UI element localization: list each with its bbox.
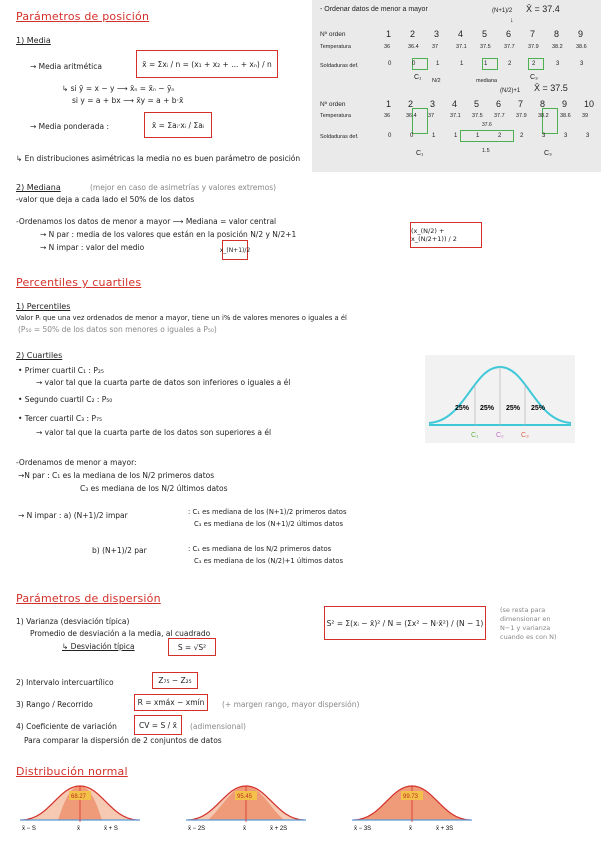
primer-cuartil: • Primer cuartil C₁ : P₂₅ [18, 366, 104, 375]
tabla1-sold-1: 0 [388, 61, 392, 67]
tercer-cuartil: • Tercer cuartil C₃ : P₇₅ [18, 414, 102, 423]
formula-cv [134, 715, 182, 735]
media-prop-1: ↳ si ȳ = x − y ⟶ x̄ₙ = x̄ₙ − ȳₙ [62, 84, 175, 93]
formula-rango [134, 694, 208, 711]
varianza-nota-4: cuando es con N) [500, 633, 557, 641]
formula-intercuartilico [152, 672, 198, 689]
normal-curve-2 [186, 780, 306, 832]
normal-1-pct: 68.27 [71, 794, 87, 800]
tabla1-orden-4: 4 [458, 29, 464, 39]
tabla2-orden-label: Nº orden [320, 101, 346, 108]
cv-def: Para comparar la dispersión de 2 conjuntos de datos [24, 736, 222, 745]
tabla1-temp-4: 37.1 [456, 44, 467, 50]
c3-highlight-2 [542, 108, 558, 134]
tabla1-temp-8: 38.2 [552, 44, 563, 50]
q-c1: C₁ [471, 432, 479, 439]
cuartiles-campana [425, 355, 575, 443]
varianza-nota-3: N−1 y varianza [500, 624, 551, 632]
formula-mediana-par [410, 222, 482, 248]
tabla2-temp-8: 38.2 [538, 113, 549, 119]
tabla2-orden-1: 1 [386, 99, 392, 109]
rango-nota: (+ margen rango, mayor dispersión) [222, 700, 360, 709]
tabla2-temp-7: 37.9 [516, 113, 527, 119]
tabla1-sold-7: 2 [532, 61, 536, 67]
percentiles-ejemplo: (P₅₀ = 50% de los datos son menores o iguales a P₅₀) [18, 325, 217, 334]
nimpar-a: → N impar : a) (N+1)/2 impar [18, 511, 128, 520]
mediana-n-par: → N par : media de los valores que están en la posición N/2 y N/2+1 [40, 230, 297, 239]
mediana-note: (mejor en caso de asimetrías y valores extremos) [90, 183, 277, 192]
formula-cv-text: CV = S / x̄ [139, 720, 177, 730]
formula-varianza-text: S² = Σ(xᵢ − x̄)² / N = (Σx² − N·x̄²) / (N − 1) [326, 618, 484, 628]
percentiles-definicion: Valor Pᵢ que una vez ordenados de menor a mayor, tiene un i% de valores menores o iguales a él [16, 314, 347, 322]
cv-heading: 4) Coeficiente de variación [16, 722, 117, 731]
tabla2-orden-6: 6 [496, 99, 502, 109]
tabla2-c3: C₃ [544, 150, 552, 157]
tabla2-c1: C₁ [416, 150, 424, 157]
q-c2: C₂ [496, 432, 504, 439]
q-c3: C₃ [521, 432, 529, 439]
formula-media-aritmetica-text: x̄ = Σxᵢ / n = (x₁ + x₂ + ... + xₙ) / n [142, 59, 272, 69]
tercer-cuartil-def: → valor tal que la cuarta parte de los datos son superiores a él [36, 428, 272, 437]
mediana-definicion: -valor que deja a cada lado el 50% de los datos [16, 195, 195, 204]
tabla1-c1: C₁ [414, 74, 422, 81]
segundo-cuartil: • Segundo cuartil C₂ : P₅₀ [18, 395, 113, 404]
tabla-instruccion: - Ordenar datos de menor a mayor [320, 6, 428, 13]
pct-2: 25% [480, 405, 495, 412]
tabla-ejemplo-panel [312, 0, 601, 172]
tabla2-orden-10: 10 [584, 99, 595, 109]
formula-media-ponderada [144, 112, 212, 138]
normal-1-left: x̄ − S [22, 826, 36, 832]
pct-4: 25% [531, 405, 546, 412]
section-title-normal: Distribución normal [16, 765, 128, 778]
normal-curve-3 [352, 780, 472, 832]
normal-3-left: x̄ − 3S [354, 826, 372, 832]
tabla2-temp-6: 37.7 [494, 113, 505, 119]
tabla1-sold-label: Soldaduras def. [320, 63, 359, 69]
tabla2-orden-8: 8 [540, 99, 546, 109]
tabla1-temp-7: 37.9 [528, 44, 539, 50]
normal-1-right: x̄ + S [104, 826, 118, 832]
media-heading: 1) Media [16, 36, 51, 45]
normal-2-pct: 95.45 [237, 794, 253, 800]
tabla2-mediana-sold: 1.5 [482, 148, 490, 154]
tabla-posicion-par: (N/2)+1 [500, 88, 521, 94]
npar-c1: →N par : C₁ es la mediana de los N/2 primeros datos [18, 471, 215, 480]
media-aritmetica-label: → Media aritmética [30, 62, 102, 71]
normal-3-right: x̄ + 3S [436, 826, 454, 832]
nimpar-b: b) (N+1)/2 par [92, 546, 147, 555]
mediana-n-impar: → N impar : valor del medio [40, 243, 145, 252]
tabla2-temp-3: 37 [428, 113, 435, 119]
formula-intercuartilico-text: Z₇₅ − Z₂₅ [158, 676, 192, 685]
tabla1-temp-3: 37 [432, 44, 439, 50]
tabla2-orden-7: 7 [518, 99, 524, 109]
tabla2-sold-5: 1 [476, 133, 480, 139]
mediana-orden: -Ordenamos los datos de menor a mayor ⟶ Mediana = valor central [16, 217, 277, 226]
media-ponderada-label: → Media ponderada : [30, 122, 110, 131]
percentiles-heading: 1) Percentiles [16, 302, 71, 311]
npar-c3: C₃ es mediana de los N/2 últimos datos [80, 484, 228, 493]
tabla1-orden-2: 2 [410, 29, 416, 39]
flecha-mediana-1: ↓ [510, 17, 514, 24]
tabla-media-impar: X̄ = 37.4 [526, 4, 560, 14]
section-title-dispersion: Parámetros de dispersión [16, 592, 161, 605]
formula-desviacion-text: S = √S² [177, 642, 207, 652]
tabla2-sold-7: 2 [520, 133, 524, 139]
formula-desviacion [168, 638, 216, 656]
section-title-percentiles: Percentiles y cuartiles [16, 276, 142, 289]
tabla1-sold-3: 1 [436, 61, 440, 67]
primer-cuartil-def: → valor tal que la cuarta parte de datos son inferiores o iguales a él [36, 378, 291, 387]
formula-media-aritmetica [136, 50, 278, 78]
formula-mediana-impar-text: x_(N+1)/2 [219, 246, 251, 254]
tabla1-mediana: mediana [476, 78, 498, 84]
mediana-heading: 2) Mediana [16, 183, 61, 192]
nimpar-a-c1: : C₁ es mediana de los (N+1)/2 primeros datos [188, 508, 347, 516]
normal-1-mid: x̄ [77, 826, 80, 832]
tabla1-n2: N/2 [432, 78, 441, 84]
tabla2-sold-10: 3 [586, 133, 590, 139]
c1-highlight-2 [412, 108, 428, 134]
tabla1-orden-1: 1 [386, 29, 392, 39]
tabla1-orden-label: Nº orden [320, 31, 346, 38]
formula-rango-text: R = xmáx − xmín [137, 698, 205, 707]
tabla1-temp-2: 36.4 [408, 44, 419, 50]
tabla1-sold-6: 2 [508, 61, 512, 67]
tabla1-temp-5: 37.5 [480, 44, 491, 50]
cuartiles-heading: 2) Cuartiles [16, 351, 63, 360]
tabla1-orden-6: 6 [506, 29, 512, 39]
nimpar-b-c1: : C₁ es mediana de los N/2 primeros datos [188, 545, 332, 553]
tabla2-sold-6: 2 [498, 133, 502, 139]
varianza-heading: 1) Varianza (desviación típica) [16, 617, 130, 626]
tabla1-orden-8: 8 [554, 29, 560, 39]
formula-mediana-par-text: (x_(N/2) + x_(N/2+1)) / 2 [411, 227, 457, 243]
tabla2-sold-4: 1 [454, 133, 458, 139]
pct-3: 25% [506, 405, 521, 412]
varianza-def: Promedio de desviación a la media, al cuadrado [30, 629, 211, 638]
tabla2-sold-8: 3 [542, 133, 546, 139]
tabla1-c3: C₃ [530, 74, 538, 81]
normal-3-pct: 99.73 [403, 794, 419, 800]
tabla2-orden-3: 3 [430, 99, 436, 109]
tabla1-sold-9: 3 [580, 61, 584, 67]
tabla2-sold-label: Soldaduras def. [320, 134, 359, 140]
tabla1-sold-4: 1 [460, 61, 464, 67]
tabla1-orden-3: 3 [434, 29, 440, 39]
formula-media-ponderada-text: x̄ = Σaᵢ·xᵢ / Σaᵢ [151, 120, 205, 130]
tabla2-temp-10: 39 [582, 113, 589, 119]
formula-varianza [324, 606, 486, 640]
section-title-posicion: Parámetros de posición [16, 10, 150, 23]
tabla2-orden-4: 4 [452, 99, 458, 109]
tabla2-temp-4: 37.1 [450, 113, 461, 119]
normal-2-left: x̄ − 2S [188, 826, 206, 832]
tabla1-temp-6: 37.7 [504, 44, 515, 50]
intercuartilico-heading: 2) Intervalo intercuartílico [16, 678, 114, 687]
tabla2-temp-label: Temperatura [320, 113, 351, 119]
tabla1-temp-9: 38.6 [576, 44, 587, 50]
tabla2-orden-5: 5 [474, 99, 480, 109]
tabla1-orden-7: 7 [530, 29, 536, 39]
tabla1-temp-1: 36 [384, 44, 391, 50]
rango-heading: 3) Rango / Recorrido [16, 700, 93, 709]
tabla2-orden-2: 2 [408, 99, 414, 109]
tabla2-orden-9: 9 [562, 99, 568, 109]
tabla2-sold-9: 3 [564, 133, 568, 139]
cv-nota: (adimensional) [190, 722, 246, 731]
normal-curve-1 [20, 780, 140, 832]
normal-2-mid: x̄ [243, 826, 246, 832]
c3-highlight-1 [528, 58, 544, 70]
tabla2-sold-2: 0 [410, 133, 414, 139]
tabla1-sold-2: 0 [412, 61, 416, 67]
formula-mediana-impar [219, 240, 251, 260]
tabla-posicion-impar: (N+1)/2 [492, 8, 513, 14]
varianza-nota-1: (se resta para [500, 606, 546, 614]
desviacion-label: ↳ Desviación típica [62, 642, 135, 651]
media-prop-2: si y = a + bx ⟶ x̄y = a + b·x̄ [72, 96, 184, 105]
tabla-media-par: X̄ = 37.5 [534, 83, 568, 93]
tabla2-temp-5: 37.5 [472, 113, 483, 119]
tabla2-sold-1: 0 [388, 133, 392, 139]
tabla1-sold-5: 1 [484, 61, 488, 67]
pct-1: 25% [455, 405, 470, 412]
tabla1-sold-8: 3 [556, 61, 560, 67]
tabla1-orden-9: 9 [578, 29, 584, 39]
nimpar-a-c3: C₃ es mediana de los (N+1)/2 últimos datos [194, 520, 343, 528]
tabla1-orden-5: 5 [482, 29, 488, 39]
tabla2-mediana-temp: 37.6 [482, 122, 492, 128]
tabla2-temp-1: 36 [384, 113, 391, 119]
mediana-highlight-2 [460, 130, 514, 142]
normal-2-right: x̄ + 2S [270, 826, 288, 832]
normal-3-mid: x̄ [409, 826, 412, 832]
nimpar-b-c3: C₃ es mediana de los (N/2)+1 últimos datos [194, 557, 343, 565]
tabla2-temp-2: 36.4 [406, 113, 417, 119]
ordenamos-label: -Ordenamos de menor a mayor: [16, 458, 137, 467]
tabla2-sold-3: 1 [432, 133, 436, 139]
varianza-nota-2: dimensionar en [500, 615, 551, 623]
tabla2-temp-9: 38.6 [560, 113, 571, 119]
asimetria-note: ↳ En distribuciones asimétricas la media no es buen parámetro de posición [16, 154, 301, 163]
tabla1-temp-label: Temperatura [320, 44, 351, 50]
